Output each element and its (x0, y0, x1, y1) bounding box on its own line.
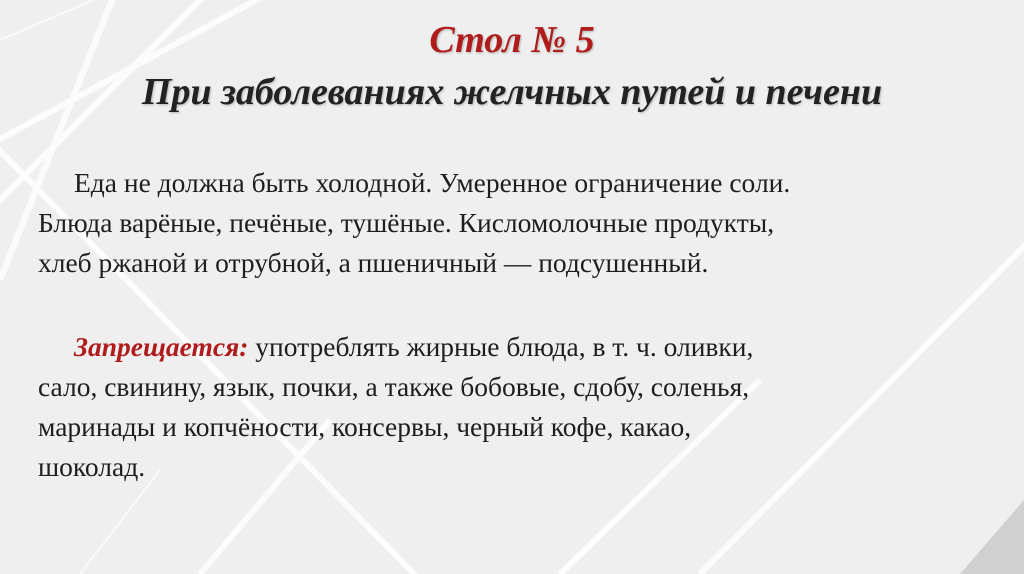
paragraph2-line: шоколад. (38, 451, 146, 482)
forbidden-foods (38, 327, 998, 487)
slide-subtitle: При заболеваниях желчных путей и печени (141, 71, 883, 113)
paragraph2-first-line (38, 327, 998, 367)
forbidden-label: Запрещается: (74, 331, 249, 362)
slide-title: Стол № 5 (429, 19, 595, 61)
diet-recommendations (38, 163, 998, 283)
paragraph1-line: хлеб ржаной и отрубной, а пшеничный — подсушенный. (38, 247, 709, 278)
corner-accent (960, 500, 1024, 574)
paragraph2-line: маринады и копчёности, консервы, черный кофе, какао, (38, 411, 692, 442)
paragraph2-line: сало, свинину, язык, почки, а также бобовые, сдобу, соленья, (38, 371, 750, 402)
paragraph1-line: Еда не должна быть холодной. Умеренное ограничение соли. (74, 167, 791, 198)
paragraph1-line: Блюда варёные, печёные, тушёные. Кисломолочные продукты, (38, 207, 775, 238)
paragraph2-line: употреблять жирные блюда, в т. ч. оливки, (248, 331, 754, 362)
